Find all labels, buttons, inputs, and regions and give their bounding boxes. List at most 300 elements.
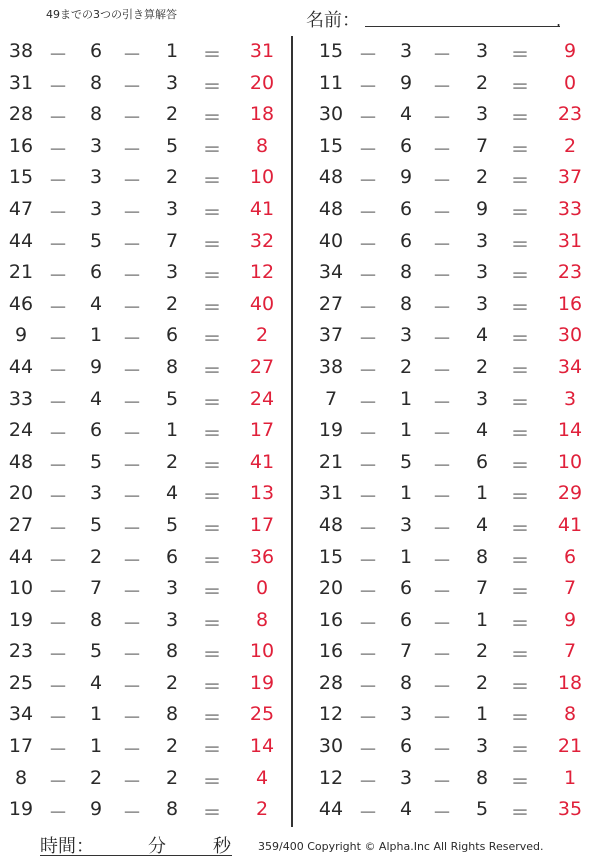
subtrahend-2: 4 [475,513,489,536]
time-field-line[interactable] [40,855,232,856]
minuend: 11 [318,71,344,94]
minuend: 16 [318,608,344,631]
answer: 14 [557,419,583,442]
equals-sign: ＝ [510,359,530,382]
subtrahend-2: 5 [475,798,489,821]
minus-sign: － [122,770,142,793]
minus-sign: － [432,644,452,667]
minus-sign: － [358,265,378,288]
minus-sign: － [432,770,452,793]
subtrahend-2: 1 [165,40,179,62]
minus-sign: － [358,802,378,825]
subtrahend-1: 5 [89,640,103,663]
subtrahend-2: 8 [165,355,179,378]
answer: 34 [557,355,583,378]
subtrahend-1: 5 [89,450,103,473]
problem-row [0,763,290,795]
problem-row [300,699,600,731]
subtrahend-2: 2 [475,640,489,663]
minuend: 34 [318,261,344,284]
equals-sign: ＝ [202,233,222,256]
minus-sign: － [48,802,68,825]
answer: 31 [557,229,583,252]
minus-sign: － [358,201,378,224]
answer: 9 [563,608,577,631]
equals-sign: ＝ [510,581,530,604]
subtrahend-1: 1 [89,324,103,347]
subtrahend-1: 6 [399,197,413,220]
minute-label: 分 [148,836,166,857]
minus-sign: － [122,644,142,667]
minuend: 21 [8,261,34,284]
minuend: 28 [8,103,34,126]
subtrahend-1: 3 [89,197,103,220]
minus-sign: － [432,707,452,730]
problem-row [300,384,600,416]
minus-sign: － [432,739,452,762]
problem-row [300,68,600,100]
minus-sign: － [48,359,68,382]
minuend: 44 [8,355,34,378]
problem-row [300,36,600,68]
subtrahend-2: 2 [165,735,179,758]
subtrahend-1: 7 [399,640,413,663]
minus-sign: － [432,296,452,319]
subtrahend-1: 3 [89,134,103,157]
minus-sign: － [432,454,452,477]
problem-row [300,447,600,479]
equals-sign: ＝ [510,486,530,509]
minuend: 48 [318,513,344,536]
minuend: 16 [8,134,34,157]
subtrahend-1: 4 [399,103,413,126]
problem-row [300,510,600,542]
minus-sign: － [358,359,378,382]
minus-sign: － [432,138,452,161]
problem-row [300,668,600,700]
minuend: 40 [318,229,344,252]
answer: 17 [249,513,275,536]
subtrahend-1: 8 [399,671,413,694]
minus-sign: － [122,44,142,66]
equals-sign: ＝ [202,612,222,635]
answer: 9 [563,40,577,62]
answer: 20 [249,71,275,94]
answer: 14 [249,735,275,758]
minuend: 31 [318,482,344,505]
subtrahend-1: 1 [399,387,413,410]
minuend: 31 [8,71,34,94]
subtrahend-2: 2 [475,671,489,694]
problem-row [300,763,600,795]
minus-sign: － [122,359,142,382]
minus-sign: － [432,581,452,604]
answer: 23 [557,103,583,126]
minus-sign: － [122,454,142,477]
minuend: 30 [318,735,344,758]
minus-sign: － [122,201,142,224]
minuend: 48 [318,166,344,189]
problem-row [300,542,600,574]
problem-row [300,636,600,668]
equals-sign: ＝ [202,328,222,351]
subtrahend-1: 6 [399,608,413,631]
minus-sign: － [358,581,378,604]
minus-sign: － [358,423,378,446]
minus-sign: － [432,612,452,635]
problem-row [0,510,290,542]
minus-sign: － [122,170,142,193]
subtrahend-2: 8 [475,766,489,789]
answer: 1 [563,766,577,789]
subtrahend-2: 2 [165,103,179,126]
minus-sign: － [48,707,68,730]
subtrahend-1: 6 [89,261,103,284]
subtrahend-1: 4 [89,387,103,410]
minuend: 48 [318,197,344,220]
problem-row [0,257,290,289]
equals-sign: ＝ [510,170,530,193]
answer: 2 [255,324,269,347]
column-divider [291,36,293,827]
subtrahend-1: 5 [89,229,103,252]
answer: 32 [249,229,275,252]
minus-sign: － [358,233,378,256]
worksheet-title: 49までの3つの引き算解答 [46,8,177,21]
minus-sign: － [358,770,378,793]
problem-row [0,289,290,321]
answer: 35 [557,798,583,821]
left-problem-column [0,36,290,826]
subtrahend-1: 3 [89,166,103,189]
equals-sign: ＝ [202,644,222,667]
equals-sign: ＝ [202,454,222,477]
equals-sign: ＝ [202,391,222,414]
minuend: 19 [8,798,34,821]
minus-sign: － [122,107,142,130]
minus-sign: － [122,675,142,698]
equals-sign: ＝ [510,770,530,793]
equals-sign: ＝ [510,265,530,288]
answer: 27 [249,355,275,378]
subtrahend-1: 1 [89,703,103,726]
subtrahend-2: 2 [475,166,489,189]
equals-sign: ＝ [202,44,222,66]
minuend: 20 [8,482,34,505]
equals-sign: ＝ [202,739,222,762]
minuend: 8 [14,766,28,789]
subtrahend-1: 2 [399,355,413,378]
subtrahend-2: 5 [165,134,179,157]
answer: 24 [249,387,275,410]
subtrahend-2: 6 [165,324,179,347]
subtrahend-2: 2 [165,766,179,789]
minuend: 28 [318,671,344,694]
equals-sign: ＝ [202,138,222,161]
subtrahend-2: 9 [475,197,489,220]
minus-sign: － [48,107,68,130]
problem-row [300,478,600,510]
minus-sign: － [122,233,142,256]
answer: 21 [557,735,583,758]
subtrahend-2: 3 [475,261,489,284]
subtrahend-1: 8 [89,103,103,126]
minus-sign: － [432,359,452,382]
subtrahend-1: 1 [399,482,413,505]
minus-sign: － [358,44,378,66]
subtrahend-2: 7 [475,577,489,600]
minus-sign: － [122,612,142,635]
answer: 10 [249,166,275,189]
subtrahend-2: 4 [475,419,489,442]
subtrahend-2: 4 [165,482,179,505]
equals-sign: ＝ [510,233,530,256]
equals-sign: ＝ [202,675,222,698]
subtrahend-2: 2 [475,355,489,378]
subtrahend-2: 1 [475,608,489,631]
minuend: 30 [318,103,344,126]
subtrahend-1: 3 [89,482,103,505]
problem-row [300,131,600,163]
problem-row [0,542,290,574]
minus-sign: － [432,265,452,288]
name-label: 名前： [306,10,360,31]
subtrahend-2: 3 [165,577,179,600]
subtrahend-2: 5 [165,387,179,410]
answer: 2 [563,134,577,157]
minus-sign: － [48,454,68,477]
subtrahend-1: 9 [399,166,413,189]
minus-sign: － [358,707,378,730]
subtrahend-2: 2 [165,166,179,189]
minus-sign: － [122,802,142,825]
minus-sign: － [122,549,142,572]
problem-row [300,162,600,194]
subtrahend-2: 3 [475,387,489,410]
minuend: 44 [318,798,344,821]
answer: 10 [249,640,275,663]
equals-sign: ＝ [510,423,530,446]
minus-sign: － [48,549,68,572]
minus-sign: － [122,391,142,414]
subtrahend-2: 3 [475,40,489,62]
equals-sign: ＝ [202,265,222,288]
subtrahend-1: 8 [399,261,413,284]
minus-sign: － [432,107,452,130]
equals-sign: ＝ [202,201,222,224]
subtrahend-1: 8 [399,292,413,315]
minus-sign: － [48,644,68,667]
problem-row [300,415,600,447]
problem-row [0,415,290,447]
problem-row [0,226,290,258]
answer: 8 [255,608,269,631]
problem-row [0,68,290,100]
subtrahend-2: 2 [475,71,489,94]
equals-sign: ＝ [510,454,530,477]
minus-sign: － [122,486,142,509]
minus-sign: － [48,44,68,66]
answer: 7 [563,577,577,600]
subtrahend-2: 3 [475,229,489,252]
minus-sign: － [432,44,452,66]
problem-row [0,99,290,131]
minus-sign: － [358,549,378,572]
subtrahend-1: 2 [89,545,103,568]
minuend: 15 [318,545,344,568]
minus-sign: － [432,201,452,224]
minuend: 38 [8,40,34,62]
minus-sign: － [122,581,142,604]
minus-sign: － [48,770,68,793]
equals-sign: ＝ [202,549,222,572]
equals-sign: ＝ [510,328,530,351]
minus-sign: － [358,138,378,161]
answer: 40 [249,292,275,315]
minus-sign: － [48,581,68,604]
minuend: 7 [324,387,338,410]
subtrahend-1: 2 [89,766,103,789]
problem-row [300,226,600,258]
problem-row [0,478,290,510]
answer: 6 [563,545,577,568]
answer: 13 [249,482,275,505]
subtrahend-1: 3 [399,324,413,347]
minus-sign: － [48,612,68,635]
subtrahend-1: 4 [399,798,413,821]
minus-sign: － [48,486,68,509]
minus-sign: － [48,170,68,193]
answer: 3 [563,387,577,410]
minus-sign: － [358,296,378,319]
problem-row [0,794,290,826]
equals-sign: ＝ [510,517,530,540]
minuend: 19 [318,419,344,442]
subtrahend-2: 8 [165,703,179,726]
answer: 18 [557,671,583,694]
subtrahend-2: 3 [165,608,179,631]
equals-sign: ＝ [202,707,222,730]
subtrahend-1: 7 [89,577,103,600]
subtrahend-2: 2 [165,450,179,473]
problem-row [0,352,290,384]
subtrahend-2: 4 [475,324,489,347]
subtrahend-2: 3 [475,292,489,315]
equals-sign: ＝ [510,391,530,414]
minuend: 19 [8,608,34,631]
minuend: 34 [8,703,34,726]
subtrahend-1: 9 [89,798,103,821]
subtrahend-1: 3 [399,513,413,536]
answer: 37 [557,166,583,189]
name-field-line[interactable] [365,26,560,27]
problem-row [300,289,600,321]
minus-sign: － [432,75,452,98]
equals-sign: ＝ [202,359,222,382]
minus-sign: － [48,423,68,446]
minus-sign: － [358,612,378,635]
answer: 31 [249,40,275,62]
problem-row [0,320,290,352]
problem-row [300,99,600,131]
equals-sign: ＝ [202,581,222,604]
minus-sign: － [432,486,452,509]
minuend: 10 [8,577,34,600]
problem-row [300,257,600,289]
subtrahend-1: 6 [399,134,413,157]
answer: 8 [563,703,577,726]
equals-sign: ＝ [202,802,222,825]
minus-sign: － [358,739,378,762]
answer: 25 [249,703,275,726]
subtrahend-2: 5 [165,513,179,536]
answer: 2 [255,798,269,821]
minus-sign: － [122,265,142,288]
minuend: 44 [8,545,34,568]
subtrahend-2: 3 [165,261,179,284]
minus-sign: － [358,486,378,509]
right-problem-column [300,36,600,826]
minus-sign: － [358,454,378,477]
answer: 36 [249,545,275,568]
problem-row [0,194,290,226]
problem-row [0,731,290,763]
minus-sign: － [358,328,378,351]
minuend: 17 [8,735,34,758]
minuend: 27 [318,292,344,315]
minus-sign: － [432,802,452,825]
minus-sign: － [48,517,68,540]
minus-sign: － [432,233,452,256]
copyright-text: 359/400 Copyright © Alpha.Inc All Rights Reserved. [258,840,544,853]
subtrahend-2: 8 [165,640,179,663]
problem-row [0,36,290,68]
minuend: 12 [318,703,344,726]
second-label: 秒 [213,836,231,857]
minus-sign: － [48,391,68,414]
problem-row [0,605,290,637]
minus-sign: － [122,739,142,762]
answer: 7 [563,640,577,663]
time-label: 時間： [40,836,94,857]
minus-sign: － [432,391,452,414]
problem-row [0,699,290,731]
problem-row [0,636,290,668]
minus-sign: － [48,675,68,698]
subtrahend-1: 1 [399,419,413,442]
answer: 23 [557,261,583,284]
minuend: 44 [8,229,34,252]
equals-sign: ＝ [510,296,530,319]
subtrahend-1: 3 [399,40,413,62]
answer: 29 [557,482,583,505]
minus-sign: － [358,107,378,130]
subtrahend-2: 3 [475,735,489,758]
subtrahend-1: 8 [89,608,103,631]
subtrahend-1: 3 [399,703,413,726]
equals-sign: ＝ [510,201,530,224]
minus-sign: － [122,707,142,730]
minus-sign: － [358,75,378,98]
problem-row [0,131,290,163]
subtrahend-1: 6 [89,40,103,62]
minuend: 20 [318,577,344,600]
subtrahend-2: 2 [165,671,179,694]
subtrahend-2: 7 [475,134,489,157]
subtrahend-1: 3 [399,766,413,789]
equals-sign: ＝ [202,486,222,509]
equals-sign: ＝ [510,107,530,130]
